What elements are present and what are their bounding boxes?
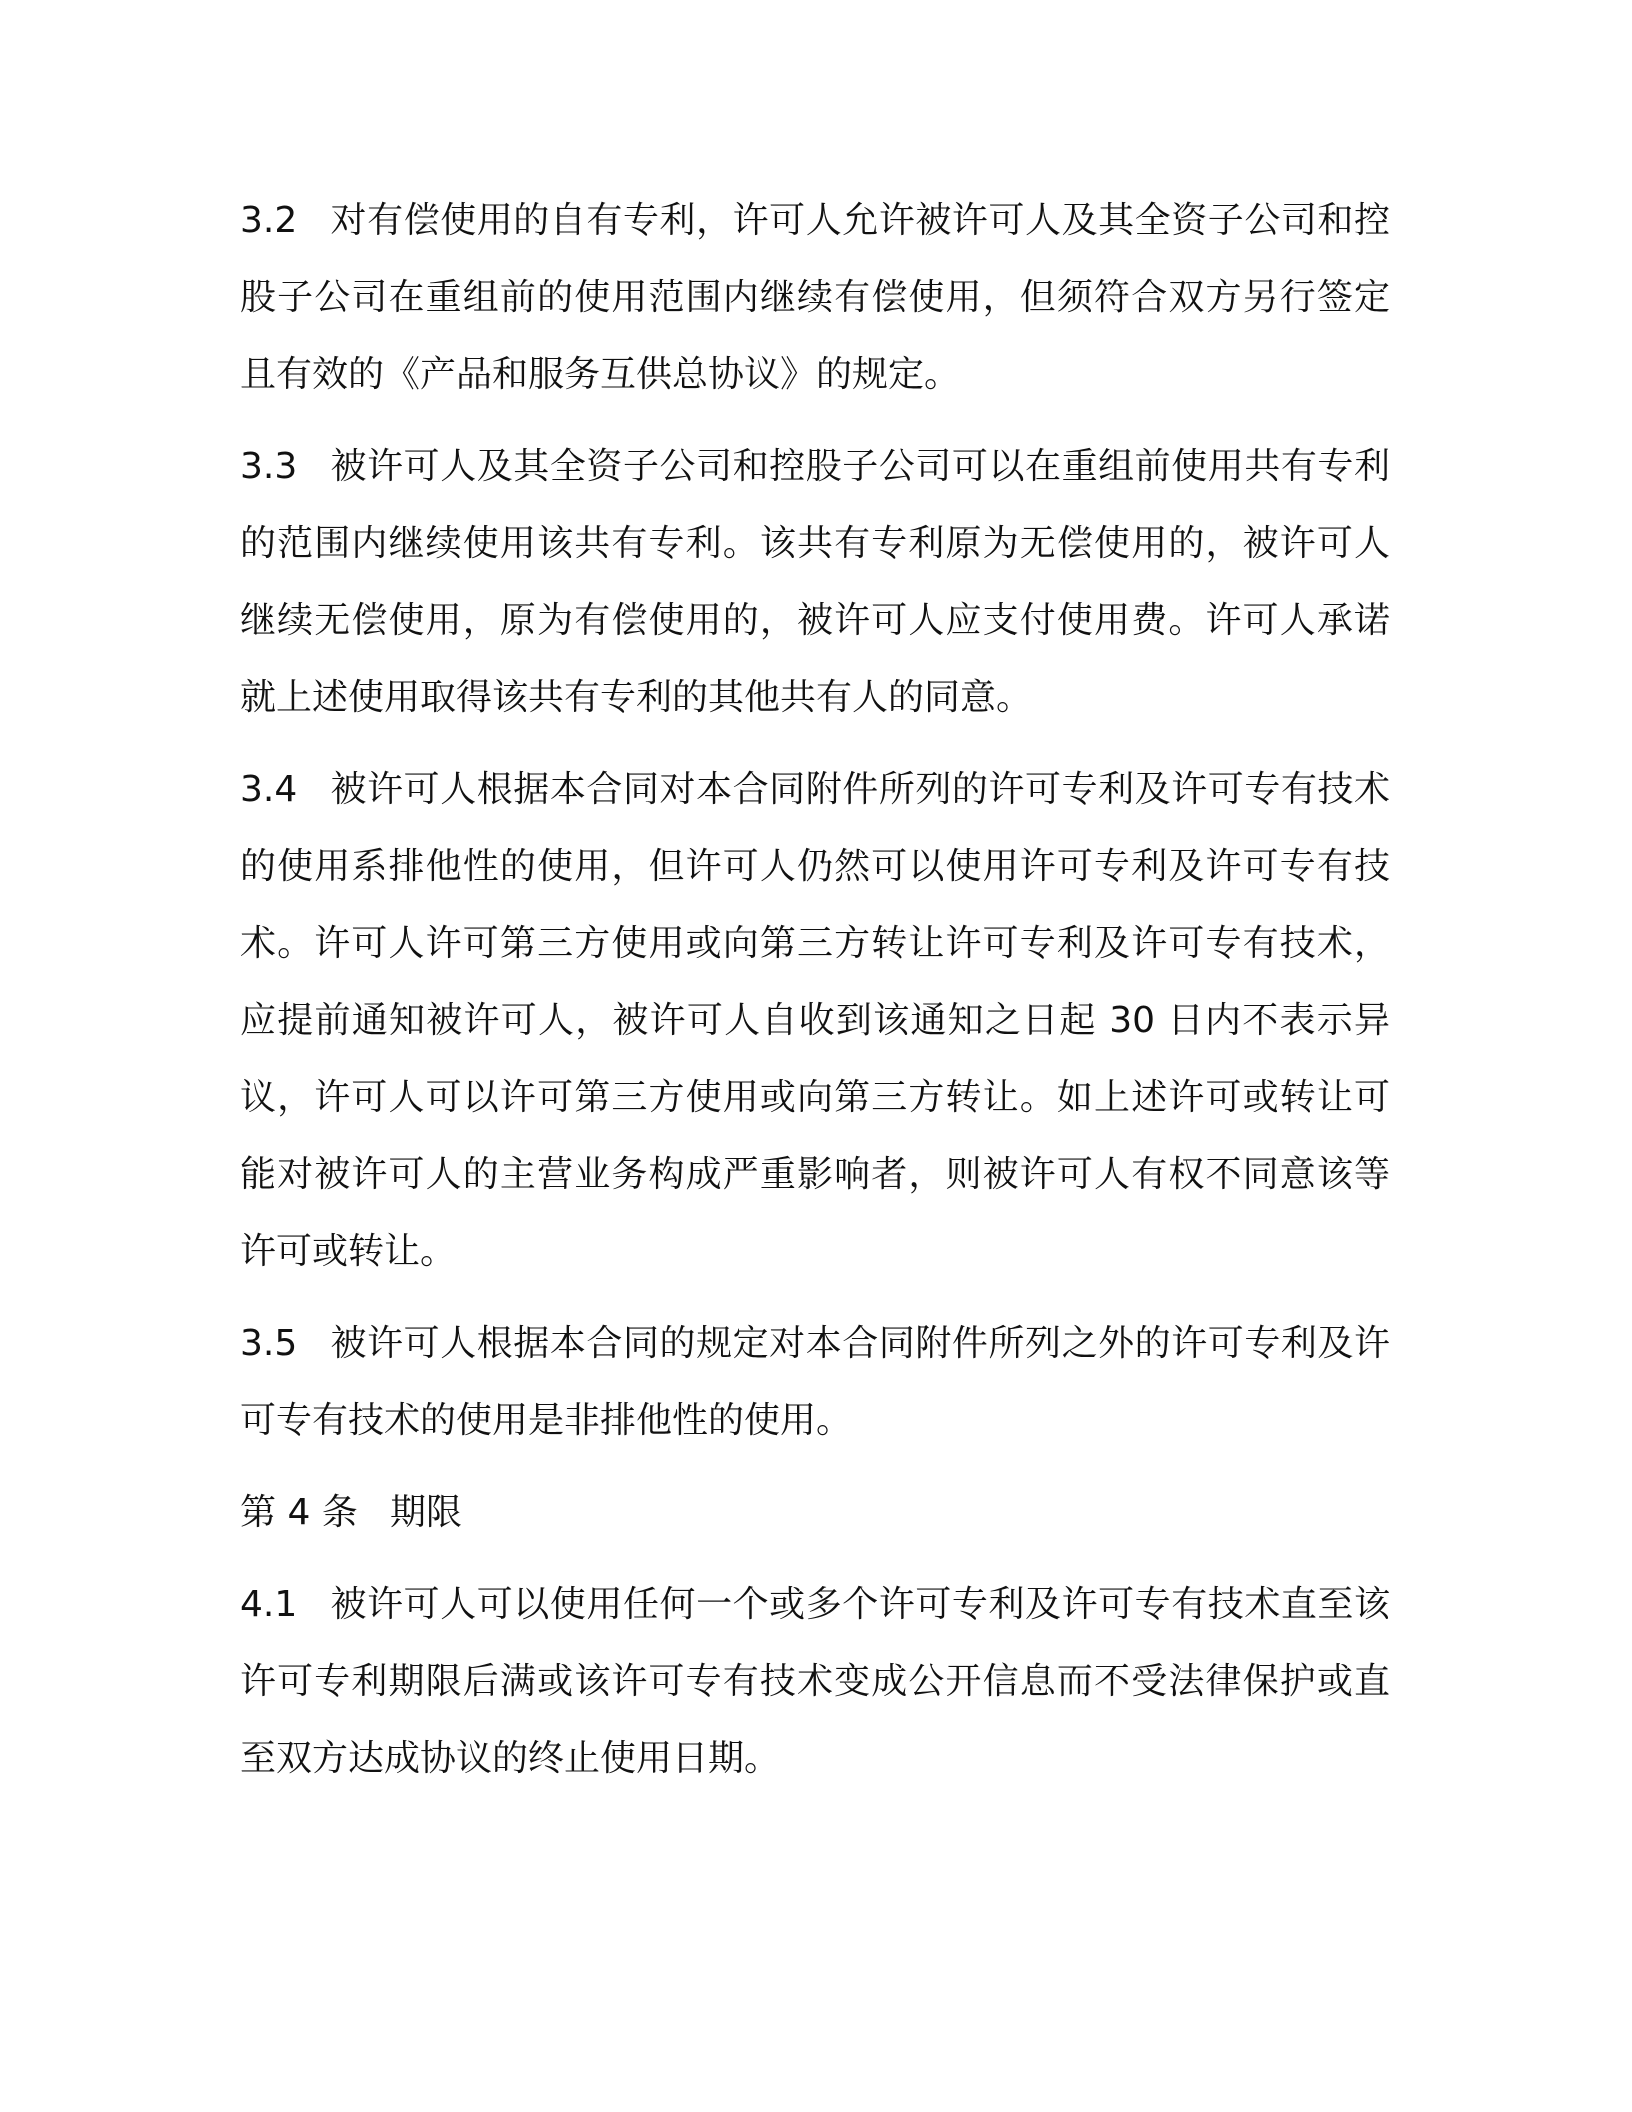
clause-3-5 [240,1305,1390,1459]
clause-number: 4.1 [240,1584,298,1625]
clause-text: 被许可人可以使用任何一个或多个许可专利及许可专有技术直至该许可专利期限后满或该许可专有技术变成公开信息而不受法律保护或直至双方达成协议的终止使用日期。 [240,1584,1390,1779]
clause-text: 被许可人根据本合同对本合同附件所列的许可专利及许可专有技术的使用系排他性的使用，但许可人仍然可以使用许可专利及许可专有技术。许可人许可第三方使用或向第三方转让许可专利及许可专有技术，应提前通知被许可人，被许可人自收到该通知之日起 30 日内不表示异议，许可人可以许可第三方使用或向第三方转让。如上述许可或转让可能对被许可人的主营业务构成严重影响者，则被许可人有权不同意该等许可或转让。 [240,769,1390,1272]
article-number: 第 4 条 [240,1492,358,1533]
clause-number: 3.5 [240,1323,298,1364]
clause-text: 对有偿使用的自有专利，许可人允许被许可人及其全资子公司和控股子公司在重组前的使用范围内继续有偿使用，但须符合双方另行签定且有效的《产品和服务互供总协议》的规定。 [240,200,1390,395]
clause-number: 3.2 [240,200,298,241]
clause-4-1 [240,1566,1390,1797]
article-4-heading [240,1474,1390,1551]
clause-3-3 [240,428,1390,736]
clause-3-2 [240,182,1390,413]
clause-text: 被许可人根据本合同的规定对本合同附件所列之外的许可专利及许可专有技术的使用是非排他性的使用。 [240,1323,1390,1441]
article-title: 期限 [390,1492,463,1533]
clause-number: 3.4 [240,769,298,810]
clause-3-4 [240,751,1390,1290]
clause-text: 被许可人及其全资子公司和控股子公司可以在重组前使用共有专利的范围内继续使用该共有专利。该共有专利原为无偿使用的，被许可人继续无偿使用，原为有偿使用的，被许可人应支付使用费。许可人承诺就上述使用取得该共有专利的其他共有人的同意。 [240,446,1390,718]
document-body [240,182,1390,1812]
clause-number: 3.3 [240,446,298,487]
